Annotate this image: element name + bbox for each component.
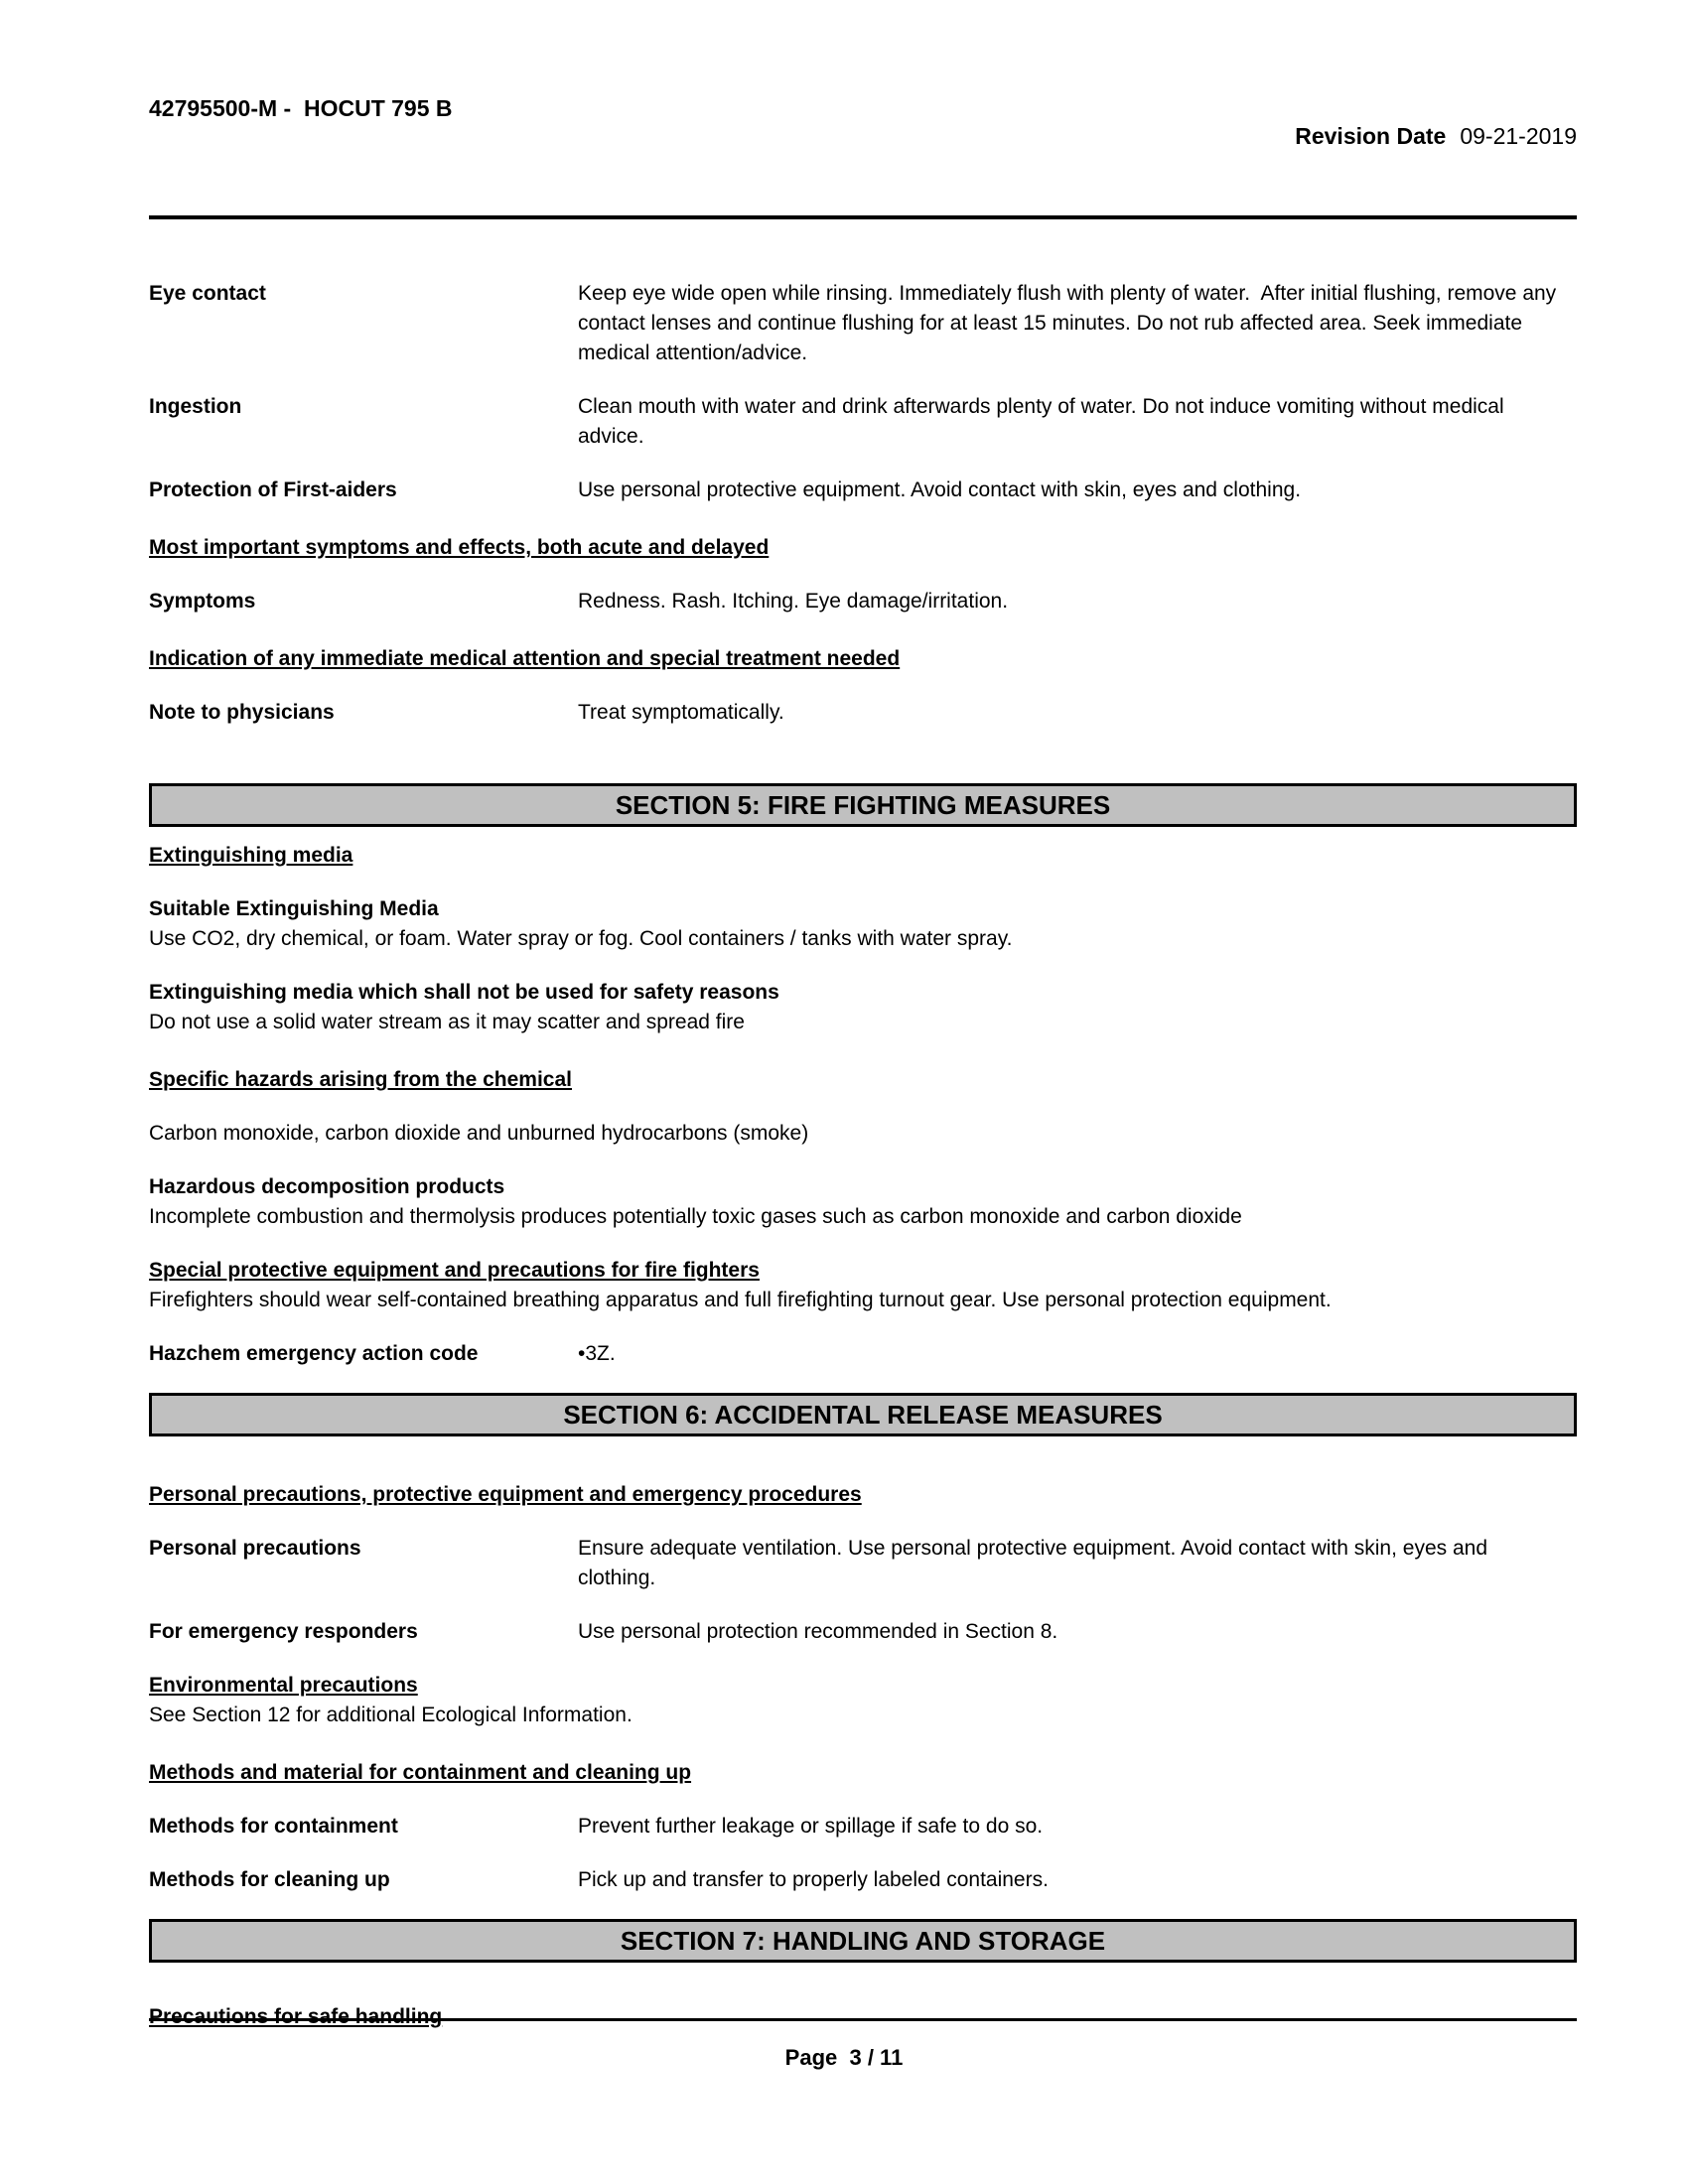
footer-divider — [149, 2018, 1577, 2021]
section-5-title-bar: SECTION 5: FIRE FIGHTING MEASURES — [149, 783, 1577, 827]
environmental-precautions-heading: Environmental precautions — [149, 1674, 418, 1697]
ingestion-value: Clean mouth with water and drink afterwards plenty of water. Do not induce vomiting without medical advice. — [578, 395, 1510, 448]
media-not-to-be-used-block — [149, 978, 1577, 1037]
methods-for-cleaning-up-value: Pick up and transfer to properly labeled containers. — [578, 1868, 1049, 1891]
document-title: 42795500-M - HOCUT 795 B — [149, 95, 453, 121]
environmental-precautions-text: See Section 12 for additional Ecological Information. — [149, 1704, 633, 1726]
methods-for-cleaning-up-row — [149, 1865, 1577, 1895]
revision-date — [1244, 94, 1577, 178]
personal-precautions-heading: Personal precautions, protective equipment and emergency procedures — [149, 1483, 862, 1506]
emergency-responders-row — [149, 1617, 1577, 1647]
page-number: Page 3 / 11 — [784, 2045, 904, 2070]
suitable-extinguishing-media-block — [149, 894, 1577, 954]
methods-for-containment-value: Prevent further leakage or spillage if safe to do so. — [578, 1815, 1044, 1838]
methods-for-cleaning-up-label: Methods for cleaning up — [149, 1868, 390, 1891]
eye-contact-value: Keep eye wide open while rinsing. Immediately flush with plenty of water. After initial flushing, remove any contact lenses and continue flushing for at least 15 minutes. Do not rub affected area. Seek immediate medical attention/advice. — [578, 282, 1563, 364]
section-7-title-bar: SECTION 7: HANDLING AND STORAGE — [149, 1919, 1577, 1963]
media-not-to-be-used-text: Do not use a solid water stream as it may scatter and spread fire — [149, 1011, 745, 1033]
eye-contact-row — [149, 279, 1577, 368]
section-7-handling-storage — [149, 1919, 1577, 2032]
protection-of-first-aiders-label: Protection of First-aiders — [149, 478, 397, 501]
personal-precautions-label: Personal precautions — [149, 1537, 361, 1560]
hazardous-decomposition-text: Incomplete combustion and thermolysis produces potentially toxic gases such as carbon monoxide and carbon dioxide — [149, 1205, 1242, 1228]
eye-contact-label: Eye contact — [149, 282, 266, 305]
methods-for-containment-label: Methods for containment — [149, 1815, 398, 1838]
most-important-symptoms-heading: Most important symptoms and effects, both acute and delayed — [149, 536, 770, 559]
emergency-responders-label: For emergency responders — [149, 1620, 418, 1643]
hazardous-decomposition-block — [149, 1172, 1577, 1232]
hazardous-decomposition-heading: Hazardous decomposition products — [149, 1175, 505, 1198]
revision-date-value: 09-21-2019 — [1460, 123, 1577, 149]
note-to-physicians-row — [149, 698, 1577, 728]
note-to-physicians-label: Note to physicians — [149, 701, 335, 724]
specific-hazards-heading: Specific hazards arising from the chemical — [149, 1068, 572, 1091]
precautions-safe-handling-heading: Precautions for safe handling — [149, 2005, 443, 2028]
fire-fighter-equipment-text: Firefighters should wear self-contained breathing apparatus and full firefighting turnout gear. Use personal protection equipment. — [149, 1289, 1332, 1311]
hazchem-code-value: •3Z. — [578, 1342, 616, 1365]
methods-containment-cleaning-heading: Methods and material for containment and cleaning up — [149, 1761, 692, 1784]
protection-of-first-aiders-value: Use personal protective equipment. Avoid contact with skin, eyes and clothing. — [578, 478, 1302, 501]
media-not-to-be-used-heading: Extinguishing media which shall not be used for safety reasons — [149, 981, 779, 1004]
personal-precautions-row — [149, 1534, 1577, 1593]
symptoms-label: Symptoms — [149, 590, 256, 613]
symptoms-value: Redness. Rash. Itching. Eye damage/irritation. — [578, 590, 1009, 613]
extinguishing-media-heading: Extinguishing media — [149, 844, 353, 867]
emergency-responders-value: Use personal protection recommended in Section 8. — [578, 1620, 1058, 1643]
section-6-accidental-release — [149, 1393, 1577, 1895]
suitable-extinguishing-media-text: Use CO2, dry chemical, or foam. Water spray or fog. Cool containers / tanks with water spray. — [149, 927, 1013, 950]
first-aid-section — [149, 279, 1577, 728]
header-divider — [149, 215, 1577, 219]
ingestion-label: Ingestion — [149, 395, 242, 418]
section-5-fire-fighting — [149, 783, 1577, 1369]
section-6-title-bar: SECTION 6: ACCIDENTAL RELEASE MEASURES — [149, 1393, 1577, 1436]
fire-fighter-equipment-heading: Special protective equipment and precautions for fire fighters — [149, 1259, 760, 1282]
note-to-physicians-value: Treat symptomatically. — [578, 701, 784, 724]
document-header — [149, 0, 1577, 178]
methods-for-containment-row — [149, 1812, 1577, 1842]
personal-precautions-value: Ensure adequate ventilation. Use personal protective equipment. Avoid contact with skin, eyes and clothing. — [578, 1537, 1493, 1589]
specific-hazards-text: Carbon monoxide, carbon dioxide and unburned hydrocarbons (smoke) — [149, 1122, 809, 1145]
suitable-extinguishing-media-heading: Suitable Extinguishing Media — [149, 897, 439, 920]
symptoms-row — [149, 587, 1577, 616]
revision-date-label: Revision Date — [1295, 123, 1447, 149]
fire-fighter-equipment-block — [149, 1256, 1577, 1315]
protection-of-first-aiders-row — [149, 476, 1577, 505]
ingestion-row — [149, 392, 1577, 452]
environmental-precautions-block — [149, 1671, 1577, 1730]
hazchem-code-label: Hazchem emergency action code — [149, 1342, 479, 1365]
indication-medical-attention-heading: Indication of any immediate medical attention and special treatment needed — [149, 647, 901, 670]
hazchem-code-row — [149, 1339, 1577, 1369]
